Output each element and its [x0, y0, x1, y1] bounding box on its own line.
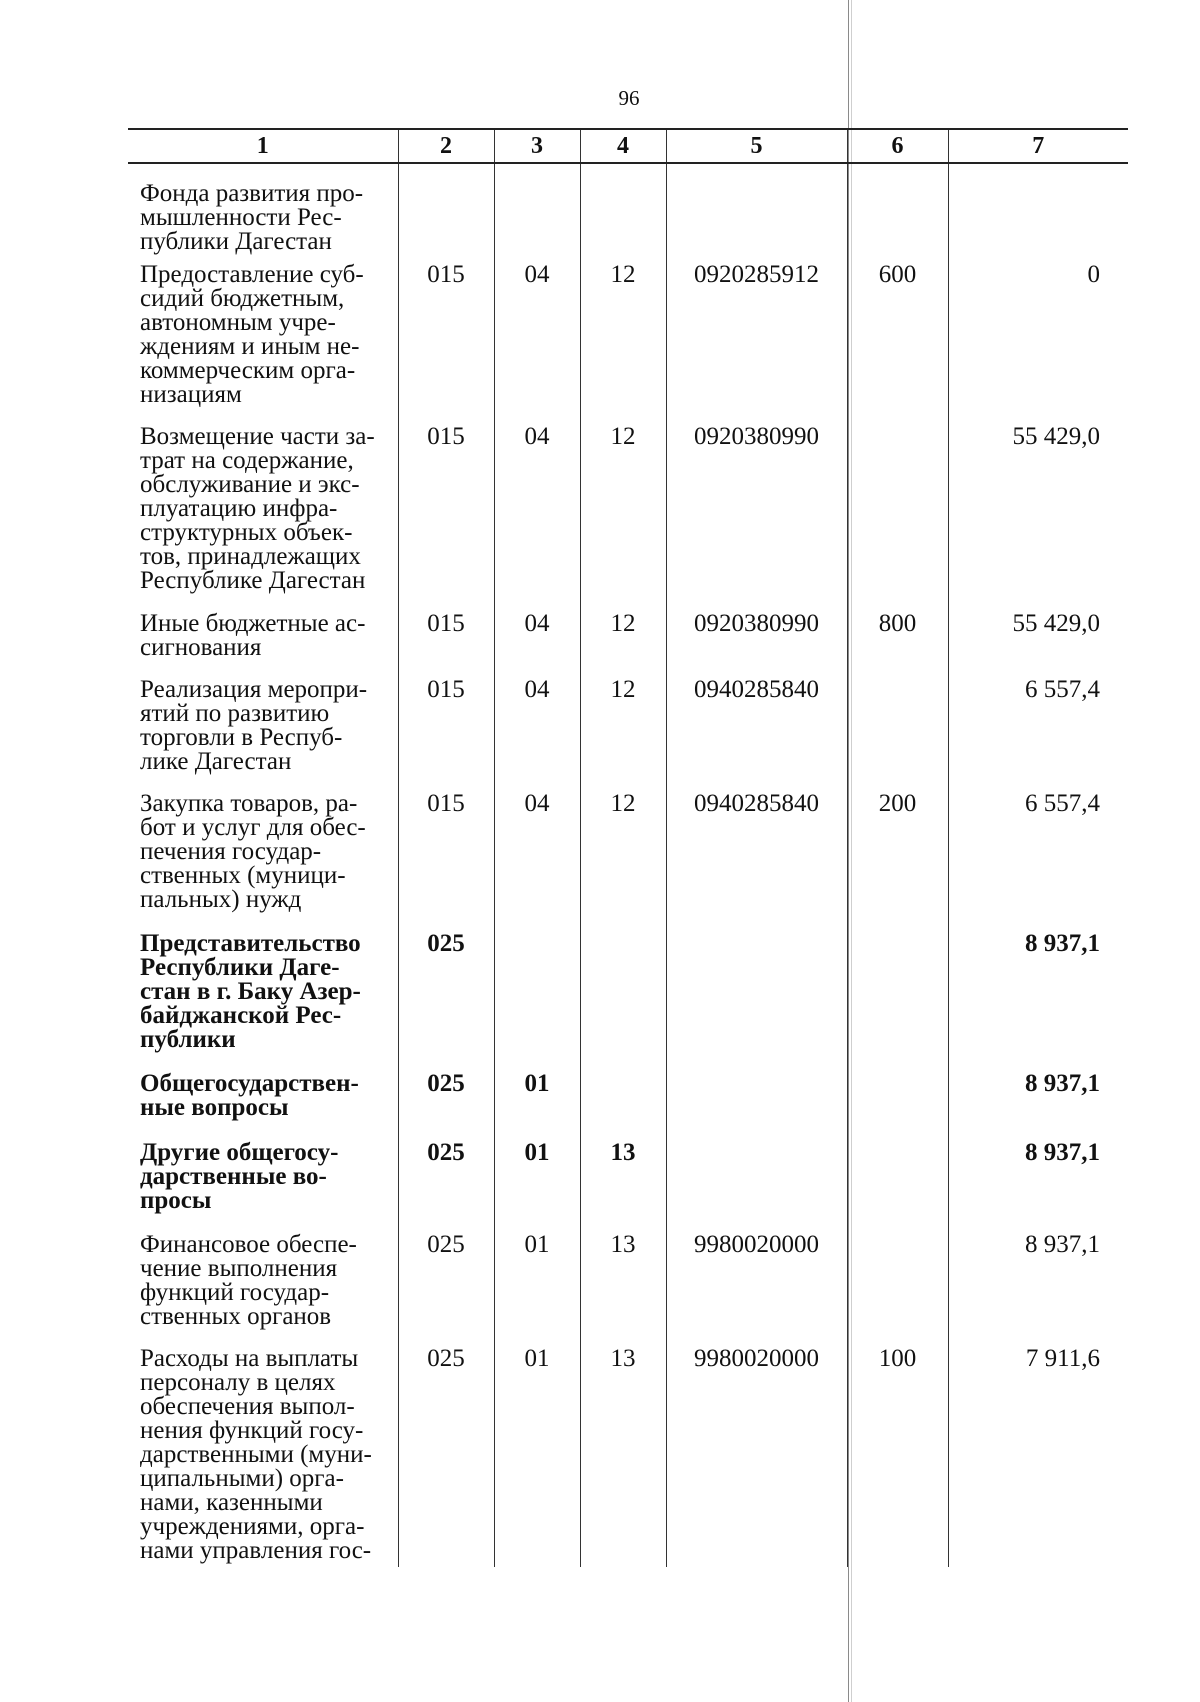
row-name: Финансовое обеспе- чение выполнения функций государ- ственных органов — [140, 1231, 357, 1330]
row-name-cell — [128, 1227, 398, 1341]
row-name: Иные бюджетные ас- сигнования — [140, 610, 366, 661]
row-name: Реализация меропри- ятий по развитию торговли в Респуб- лике Дагестан — [140, 676, 368, 775]
cell-col-5: 0920285912 — [666, 257, 847, 419]
cell-col-6: 800 — [847, 606, 948, 672]
row-name: Представительство Республики Даге- стан в г. Баку Азер- байджанской Рес- публики — [140, 930, 361, 1053]
header-col-2: 2 — [398, 129, 494, 163]
cell-col-2: 015 — [398, 672, 494, 786]
cell-col-2: 015 — [398, 419, 494, 606]
cell-col-3: 01 — [494, 1135, 580, 1227]
cell-amount: 55 429,0 — [948, 606, 1128, 672]
cell-col-5: 0940285840 — [666, 786, 847, 926]
cell-col-4 — [580, 182, 666, 257]
cell-amount: 6 557,4 — [948, 786, 1128, 926]
cell-amount: 55 429,0 — [948, 419, 1128, 606]
table-row — [128, 257, 1128, 419]
cell-col-5: 0920380990 — [666, 419, 847, 606]
cell-col-4: 12 — [580, 419, 666, 606]
cell-col-4: 12 — [580, 257, 666, 419]
table-row — [128, 1135, 1128, 1227]
cell-col-4 — [580, 1066, 666, 1135]
row-name: Общегосударствен- ные вопросы — [140, 1070, 359, 1121]
header-col-1: 1 — [128, 129, 398, 163]
cell-col-5: 9980020000 — [666, 1341, 847, 1567]
cell-col-2: 015 — [398, 257, 494, 419]
header-col-6: 6 — [847, 129, 948, 163]
row-name: Другие общегосу- дарственные во- просы — [140, 1139, 339, 1214]
cell-col-5 — [666, 926, 847, 1066]
row-name-cell — [128, 926, 398, 1066]
row-name-cell — [128, 1066, 398, 1135]
cell-col-5 — [666, 1135, 847, 1227]
table-body — [128, 163, 1128, 1567]
cell-col-5: 0920380990 — [666, 606, 847, 672]
cell-col-6: 100 — [847, 1341, 948, 1567]
row-name: Фонда развития про- мышленности Рес- публики Дагестан — [140, 180, 364, 255]
cell-col-6 — [847, 1227, 948, 1341]
row-name-cell — [128, 1135, 398, 1227]
cell-col-4: 13 — [580, 1227, 666, 1341]
cell-col-3: 04 — [494, 606, 580, 672]
cell-col-3: 04 — [494, 419, 580, 606]
cell-col-3: 04 — [494, 672, 580, 786]
row-name-cell — [128, 786, 398, 926]
cell-col-4: 12 — [580, 606, 666, 672]
cell-col-3: 01 — [494, 1066, 580, 1135]
cell-col-4: 13 — [580, 1135, 666, 1227]
cell-col-3 — [494, 182, 580, 257]
cell-col-3: 04 — [494, 786, 580, 926]
header-col-7: 7 — [948, 129, 1128, 163]
cell-col-4 — [580, 926, 666, 1066]
row-name-cell — [128, 419, 398, 606]
cell-amount: 8 937,1 — [948, 926, 1128, 1066]
cell-col-6 — [847, 672, 948, 786]
header-row — [128, 129, 1128, 163]
header-col-5: 5 — [666, 129, 847, 163]
cell-col-6: 600 — [847, 257, 948, 419]
row-name-cell — [128, 672, 398, 786]
table-row — [128, 606, 1128, 672]
row-name-cell — [128, 257, 398, 419]
cell-amount: 8 937,1 — [948, 1135, 1128, 1227]
cell-col-6 — [847, 1066, 948, 1135]
budget-table — [128, 128, 1128, 1567]
row-name-cell — [128, 1341, 398, 1567]
cell-col-6 — [847, 926, 948, 1066]
table-header — [128, 129, 1128, 163]
table-row — [128, 419, 1128, 606]
cell-col-4: 12 — [580, 786, 666, 926]
cell-col-3 — [494, 926, 580, 1066]
cell-amount: 6 557,4 — [948, 672, 1128, 786]
cell-col-3: 01 — [494, 1341, 580, 1567]
cell-col-2: 025 — [398, 1341, 494, 1567]
row-name: Возмещение части за- трат на содержание, обслуживание и экс- плуатацию инфра- структурных объек- тов, принадлежащих Республике Дагестан — [140, 423, 375, 594]
table-row — [128, 1227, 1128, 1341]
cell-col-2: 015 — [398, 786, 494, 926]
cell-col-5 — [666, 182, 847, 257]
cell-col-2 — [398, 182, 494, 257]
row-name-cell — [128, 606, 398, 672]
cell-amount: 8 937,1 — [948, 1227, 1128, 1341]
cell-col-3: 01 — [494, 1227, 580, 1341]
cell-amount: 0 — [948, 257, 1128, 419]
row-name: Предоставление суб- сидий бюджетным, автономным учре- ждениям и иным не- коммерческим орга- низациям — [140, 261, 364, 408]
table-row — [128, 1066, 1128, 1135]
cell-col-5 — [666, 1066, 847, 1135]
cell-amount — [948, 182, 1128, 257]
cell-col-6 — [847, 182, 948, 257]
header-col-3: 3 — [494, 129, 580, 163]
cell-col-5: 9980020000 — [666, 1227, 847, 1341]
row-name: Закупка товаров, ра- бот и услуг для обес- печения государ- ственных (муници- пальных) нужд — [140, 790, 366, 913]
cell-col-6 — [847, 1135, 948, 1227]
cell-col-4: 13 — [580, 1341, 666, 1567]
table-row — [128, 1341, 1128, 1567]
cell-col-2: 025 — [398, 926, 494, 1066]
table-row — [128, 182, 1128, 257]
cell-col-6: 200 — [847, 786, 948, 926]
table-row — [128, 926, 1128, 1066]
cell-col-5: 0940285840 — [666, 672, 847, 786]
row-name-cell — [128, 182, 398, 257]
header-col-4: 4 — [580, 129, 666, 163]
cell-amount: 8 937,1 — [948, 1066, 1128, 1135]
row-name: Расходы на выплаты персоналу в целях обеспечения выпол- нения функций госу- дарственными (муни- ципальными) орга- нами, казенными учреждениями, орга- нами управления гос- — [140, 1345, 372, 1564]
page-number: 96 — [618, 86, 640, 110]
cell-col-3: 04 — [494, 257, 580, 419]
table-row — [128, 672, 1128, 786]
cell-col-2: 025 — [398, 1227, 494, 1341]
cell-col-6 — [847, 419, 948, 606]
cell-col-2: 025 — [398, 1066, 494, 1135]
cell-col-4: 12 — [580, 672, 666, 786]
cell-col-2: 025 — [398, 1135, 494, 1227]
table-row — [128, 786, 1128, 926]
cell-amount: 7 911,6 — [948, 1341, 1128, 1567]
cell-col-2: 015 — [398, 606, 494, 672]
